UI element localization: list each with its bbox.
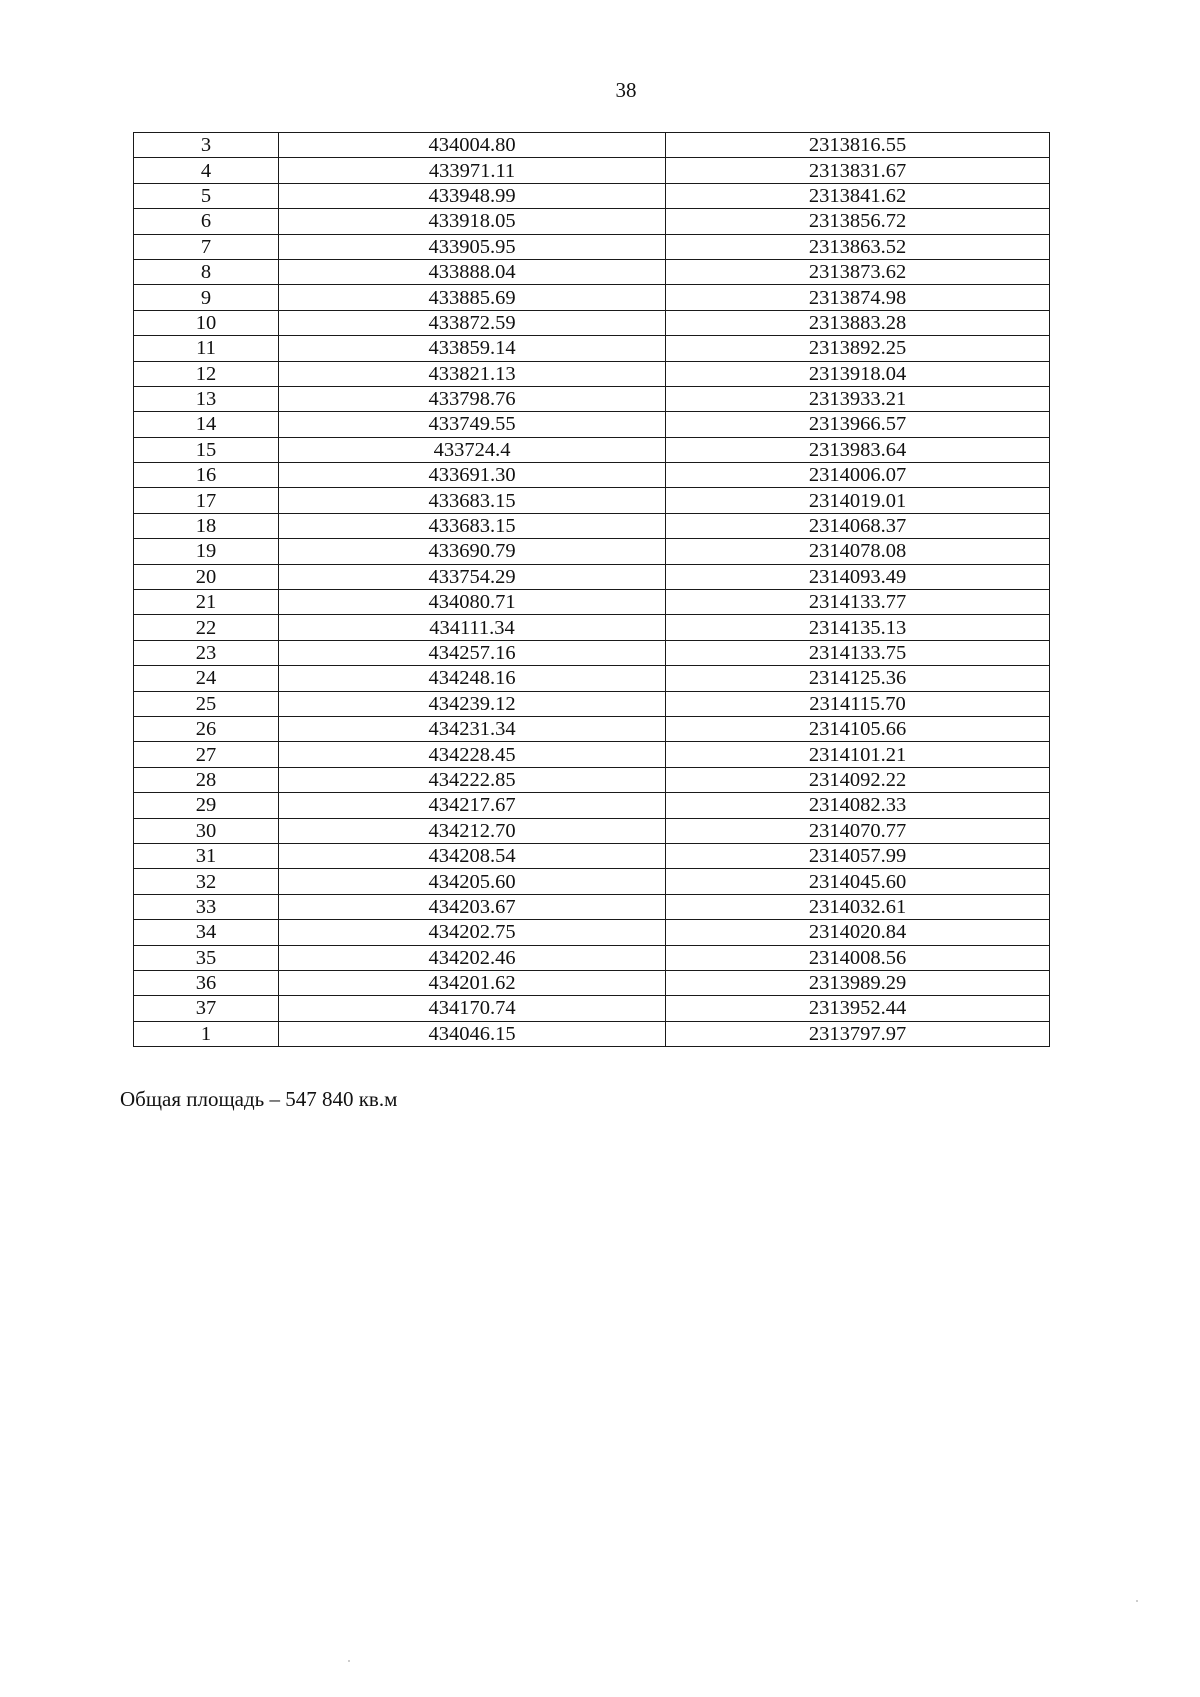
y-coordinate-cell: 2314078.08 — [666, 539, 1050, 564]
point-number-cell: 20 — [134, 564, 279, 589]
table-row — [134, 996, 1050, 1021]
page-number: 38 — [615, 78, 637, 102]
x-coordinate-cell: 434202.46 — [279, 945, 666, 970]
y-coordinate-cell: 2314092.22 — [666, 767, 1050, 792]
y-coordinate-cell: 2313863.52 — [666, 234, 1050, 259]
table-row — [134, 970, 1050, 995]
y-coordinate-cell: 2313933.21 — [666, 386, 1050, 411]
x-coordinate-cell: 433859.14 — [279, 336, 666, 361]
table-row — [134, 640, 1050, 665]
point-number-cell: 1 — [134, 1021, 279, 1046]
x-coordinate-cell: 434046.15 — [279, 1021, 666, 1046]
x-coordinate-cell: 434212.70 — [279, 818, 666, 843]
table-row — [134, 209, 1050, 234]
y-coordinate-cell: 2313856.72 — [666, 209, 1050, 234]
x-coordinate-cell: 433821.13 — [279, 361, 666, 386]
x-coordinate-cell: 434208.54 — [279, 843, 666, 868]
y-coordinate-cell: 2314105.66 — [666, 716, 1050, 741]
point-number-cell: 24 — [134, 666, 279, 691]
point-number-cell: 27 — [134, 742, 279, 767]
table-row — [134, 437, 1050, 462]
x-coordinate-cell: 434203.67 — [279, 894, 666, 919]
x-coordinate-cell: 433691.30 — [279, 463, 666, 488]
x-coordinate-cell: 433798.76 — [279, 386, 666, 411]
x-coordinate-cell: 434111.34 — [279, 615, 666, 640]
point-number-cell: 4 — [134, 158, 279, 183]
y-coordinate-cell: 2314115.70 — [666, 691, 1050, 716]
table-row — [134, 259, 1050, 284]
point-number-cell: 35 — [134, 945, 279, 970]
y-coordinate-cell: 2313816.55 — [666, 133, 1050, 158]
y-coordinate-cell: 2314020.84 — [666, 920, 1050, 945]
x-coordinate-cell: 434248.16 — [279, 666, 666, 691]
table-row — [134, 336, 1050, 361]
y-coordinate-cell: 2314057.99 — [666, 843, 1050, 868]
x-coordinate-cell: 433690.79 — [279, 539, 666, 564]
table-row — [134, 539, 1050, 564]
y-coordinate-cell: 2313841.62 — [666, 183, 1050, 208]
table-row — [134, 513, 1050, 538]
y-coordinate-cell: 2314006.07 — [666, 463, 1050, 488]
point-number-cell: 12 — [134, 361, 279, 386]
y-coordinate-cell: 2314135.13 — [666, 615, 1050, 640]
y-coordinate-cell: 2313989.29 — [666, 970, 1050, 995]
x-coordinate-cell: 434217.67 — [279, 793, 666, 818]
point-number-cell: 19 — [134, 539, 279, 564]
scan-speck — [1136, 1600, 1138, 1602]
y-coordinate-cell: 2313831.67 — [666, 158, 1050, 183]
x-coordinate-cell: 434201.62 — [279, 970, 666, 995]
table-row — [134, 1021, 1050, 1046]
point-number-cell: 36 — [134, 970, 279, 995]
x-coordinate-cell: 433683.15 — [279, 513, 666, 538]
x-coordinate-cell: 434228.45 — [279, 742, 666, 767]
point-number-cell: 7 — [134, 234, 279, 259]
table-row — [134, 590, 1050, 615]
x-coordinate-cell: 434202.75 — [279, 920, 666, 945]
table-row — [134, 767, 1050, 792]
x-coordinate-cell: 433905.95 — [279, 234, 666, 259]
point-number-cell: 10 — [134, 310, 279, 335]
x-coordinate-cell: 433918.05 — [279, 209, 666, 234]
y-coordinate-cell: 2313883.28 — [666, 310, 1050, 335]
table-row — [134, 691, 1050, 716]
x-coordinate-cell: 433754.29 — [279, 564, 666, 589]
table-row — [134, 742, 1050, 767]
table-row — [134, 818, 1050, 843]
table-row — [134, 793, 1050, 818]
table-row — [134, 234, 1050, 259]
point-number-cell: 17 — [134, 488, 279, 513]
y-coordinate-cell: 2314133.77 — [666, 590, 1050, 615]
point-number-cell: 15 — [134, 437, 279, 462]
point-number-cell: 31 — [134, 843, 279, 868]
point-number-cell: 9 — [134, 285, 279, 310]
y-coordinate-cell: 2314070.77 — [666, 818, 1050, 843]
table-row — [134, 183, 1050, 208]
x-coordinate-cell: 434080.71 — [279, 590, 666, 615]
point-number-cell: 16 — [134, 463, 279, 488]
table-row — [134, 843, 1050, 868]
point-number-cell: 18 — [134, 513, 279, 538]
y-coordinate-cell: 2314068.37 — [666, 513, 1050, 538]
total-area-text: Общая площадь – 547 840 кв.м — [120, 1087, 398, 1111]
point-number-cell: 34 — [134, 920, 279, 945]
coordinates-table — [133, 132, 1050, 1047]
x-coordinate-cell: 433888.04 — [279, 259, 666, 284]
x-coordinate-cell: 434205.60 — [279, 869, 666, 894]
point-number-cell: 23 — [134, 640, 279, 665]
y-coordinate-cell: 2314125.36 — [666, 666, 1050, 691]
y-coordinate-cell: 2313874.98 — [666, 285, 1050, 310]
table-row — [134, 488, 1050, 513]
table-row — [134, 894, 1050, 919]
scan-speck — [348, 1660, 350, 1662]
y-coordinate-cell: 2314045.60 — [666, 869, 1050, 894]
y-coordinate-cell: 2313892.25 — [666, 336, 1050, 361]
table-row — [134, 615, 1050, 640]
y-coordinate-cell: 2313797.97 — [666, 1021, 1050, 1046]
table-row — [134, 564, 1050, 589]
x-coordinate-cell: 434004.80 — [279, 133, 666, 158]
point-number-cell: 21 — [134, 590, 279, 615]
x-coordinate-cell: 434231.34 — [279, 716, 666, 741]
point-number-cell: 6 — [134, 209, 279, 234]
y-coordinate-cell: 2313918.04 — [666, 361, 1050, 386]
x-coordinate-cell: 434222.85 — [279, 767, 666, 792]
y-coordinate-cell: 2313952.44 — [666, 996, 1050, 1021]
point-number-cell: 26 — [134, 716, 279, 741]
y-coordinate-cell: 2313966.57 — [666, 412, 1050, 437]
point-number-cell: 3 — [134, 133, 279, 158]
x-coordinate-cell: 433683.15 — [279, 488, 666, 513]
y-coordinate-cell: 2314082.33 — [666, 793, 1050, 818]
point-number-cell: 5 — [134, 183, 279, 208]
x-coordinate-cell: 433948.99 — [279, 183, 666, 208]
x-coordinate-cell: 433885.69 — [279, 285, 666, 310]
point-number-cell: 29 — [134, 793, 279, 818]
coordinates-table-container — [133, 132, 1049, 1047]
x-coordinate-cell: 433749.55 — [279, 412, 666, 437]
point-number-cell: 28 — [134, 767, 279, 792]
y-coordinate-cell: 2314133.75 — [666, 640, 1050, 665]
table-row — [134, 920, 1050, 945]
point-number-cell: 8 — [134, 259, 279, 284]
table-row — [134, 869, 1050, 894]
table-row — [134, 386, 1050, 411]
table-row — [134, 945, 1050, 970]
table-row — [134, 463, 1050, 488]
point-number-cell: 30 — [134, 818, 279, 843]
x-coordinate-cell: 433872.59 — [279, 310, 666, 335]
y-coordinate-cell: 2314093.49 — [666, 564, 1050, 589]
coordinates-table-body — [134, 133, 1050, 1047]
table-row — [134, 716, 1050, 741]
table-row — [134, 310, 1050, 335]
point-number-cell: 37 — [134, 996, 279, 1021]
y-coordinate-cell: 2314008.56 — [666, 945, 1050, 970]
y-coordinate-cell: 2314101.21 — [666, 742, 1050, 767]
y-coordinate-cell: 2313983.64 — [666, 437, 1050, 462]
point-number-cell: 25 — [134, 691, 279, 716]
y-coordinate-cell: 2313873.62 — [666, 259, 1050, 284]
point-number-cell: 13 — [134, 386, 279, 411]
table-row — [134, 361, 1050, 386]
table-row — [134, 158, 1050, 183]
x-coordinate-cell: 433724.4 — [279, 437, 666, 462]
table-row — [134, 412, 1050, 437]
y-coordinate-cell: 2314019.01 — [666, 488, 1050, 513]
table-row — [134, 133, 1050, 158]
x-coordinate-cell: 434170.74 — [279, 996, 666, 1021]
point-number-cell: 22 — [134, 615, 279, 640]
point-number-cell: 14 — [134, 412, 279, 437]
x-coordinate-cell: 433971.11 — [279, 158, 666, 183]
point-number-cell: 32 — [134, 869, 279, 894]
table-row — [134, 285, 1050, 310]
point-number-cell: 33 — [134, 894, 279, 919]
point-number-cell: 11 — [134, 336, 279, 361]
table-row — [134, 666, 1050, 691]
x-coordinate-cell: 434257.16 — [279, 640, 666, 665]
x-coordinate-cell: 434239.12 — [279, 691, 666, 716]
y-coordinate-cell: 2314032.61 — [666, 894, 1050, 919]
